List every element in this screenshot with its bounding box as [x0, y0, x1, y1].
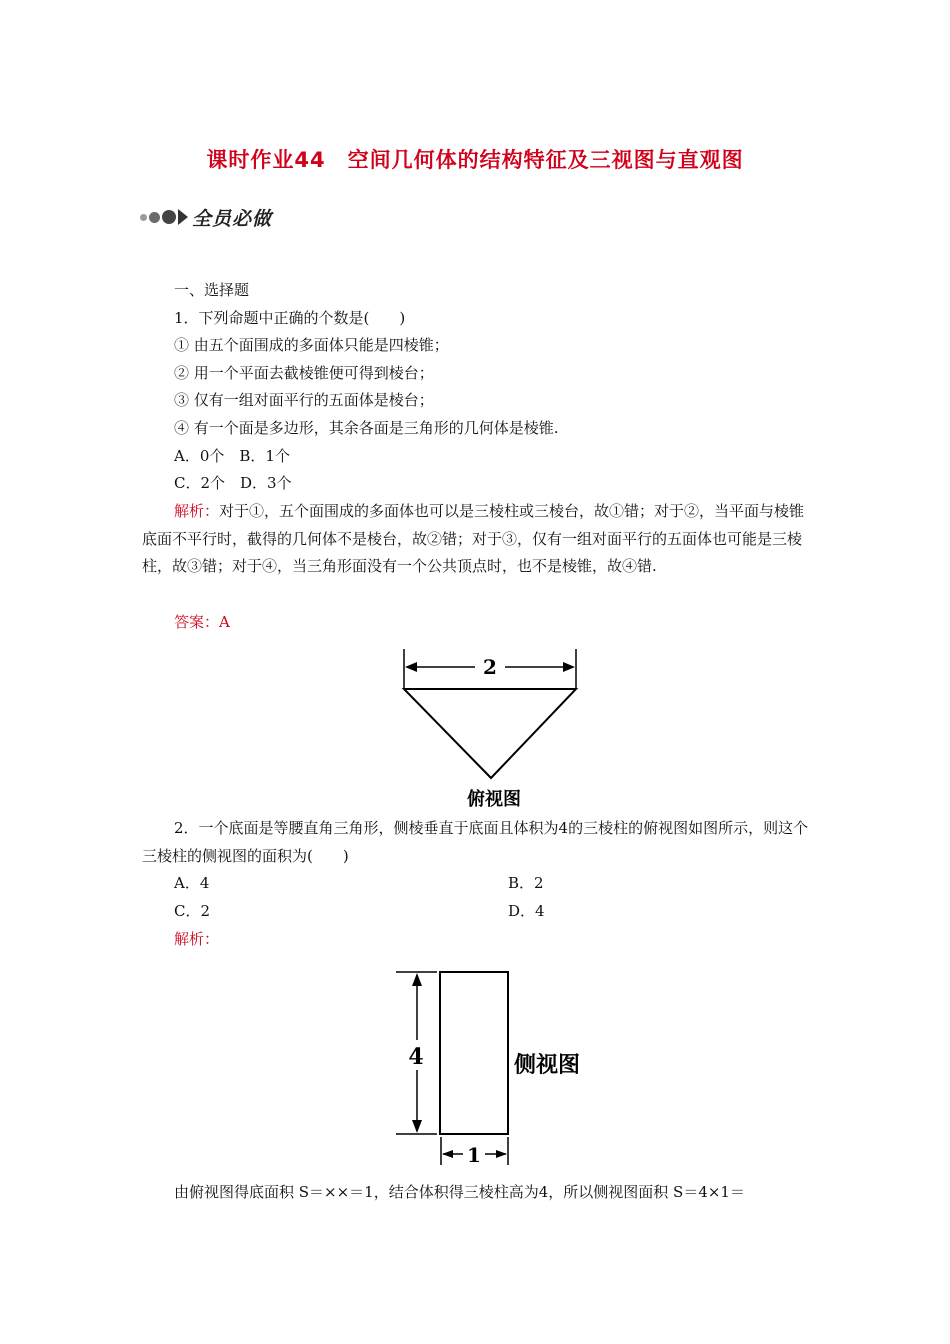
arrow-down-icon — [412, 1120, 422, 1133]
q1-options-row1: A．0个 B．1个 — [174, 447, 290, 465]
q2-stem: 2．一个底面是等腰直角三角形，侧棱垂直于底面且体积为4的三棱柱的俯视图如图所示，则这个三棱柱的侧视图的面积为( ) — [142, 819, 809, 865]
figure-caption: 侧视图 — [514, 1052, 581, 1078]
q2-analysis-label: 解析： — [174, 930, 220, 948]
arrow-left-icon — [405, 662, 417, 672]
section-heading: 一、选择题 — [174, 281, 250, 299]
q1-item-3: ③ 仅有一组对面平行的五面体是棱台； — [174, 391, 434, 409]
q2-option-c: C．2 — [174, 902, 211, 920]
arrow-right-icon — [563, 662, 575, 672]
analysis-label: 解析： — [174, 502, 220, 520]
q1-item-2: ② 用一个平面去截棱锥便可得到棱台； — [174, 364, 434, 382]
top-view-figure — [395, 645, 595, 815]
q2-option-a: A．4 — [174, 874, 210, 892]
arrow-up-icon — [412, 973, 422, 986]
section-banner — [140, 203, 272, 231]
q1-stem: 1．下列命题中正确的个数是( ) — [174, 309, 406, 327]
q1-item-4: ④ 有一个面是多边形，其余各面是三角形的几何体是棱锥. — [174, 419, 559, 437]
q1-answer: 答案：A — [174, 613, 230, 631]
q2-option-b: B．2 — [508, 874, 544, 892]
q1-item-1: ① 由五个面围成的多面体只能是四棱锥； — [174, 336, 449, 354]
arrow-left-icon — [442, 1150, 453, 1158]
q2-final-text: 由俯视图得底面积 S＝××＝1，结合体积得三棱柱高为4，所以侧视图面积 S＝4×1＝ — [174, 1183, 745, 1201]
arrow-right-icon — [496, 1150, 507, 1158]
width-label: 1 — [467, 1143, 481, 1167]
analysis-text: 对于①，五个面围成的多面体也可以是三棱柱或三棱台，故①错；对于②，当平面与棱锥底面不平行时，截得的几何体不是棱台，故②错；对于③，仅有一组对面平行的五面体也可能是三棱柱，故③错；对于④，当三角形面没有一个公共顶点时，也不是棱锥，故④错. — [142, 502, 805, 575]
banner-label: 全员必做 — [192, 207, 273, 230]
bullet-dot-icon — [140, 214, 147, 221]
bullet-dot-icon — [162, 210, 176, 224]
figure-caption: 俯视图 — [467, 789, 521, 810]
side-view-figure — [390, 965, 600, 1170]
height-label: 4 — [408, 1044, 424, 1070]
q2-option-d: D．4 — [508, 902, 545, 920]
rectangle-shape — [440, 972, 508, 1134]
chevron-right-icon — [178, 209, 188, 225]
bullet-dot-icon — [149, 212, 160, 223]
dimension-label: 2 — [483, 655, 497, 679]
q1-options-row2: C．2个 D．3个 — [174, 474, 292, 492]
q1-analysis — [142, 498, 814, 581]
triangle-shape — [404, 689, 576, 778]
page-title: 课时作业44 空间几何体的结构特征及三视图与直观图 — [206, 148, 744, 172]
